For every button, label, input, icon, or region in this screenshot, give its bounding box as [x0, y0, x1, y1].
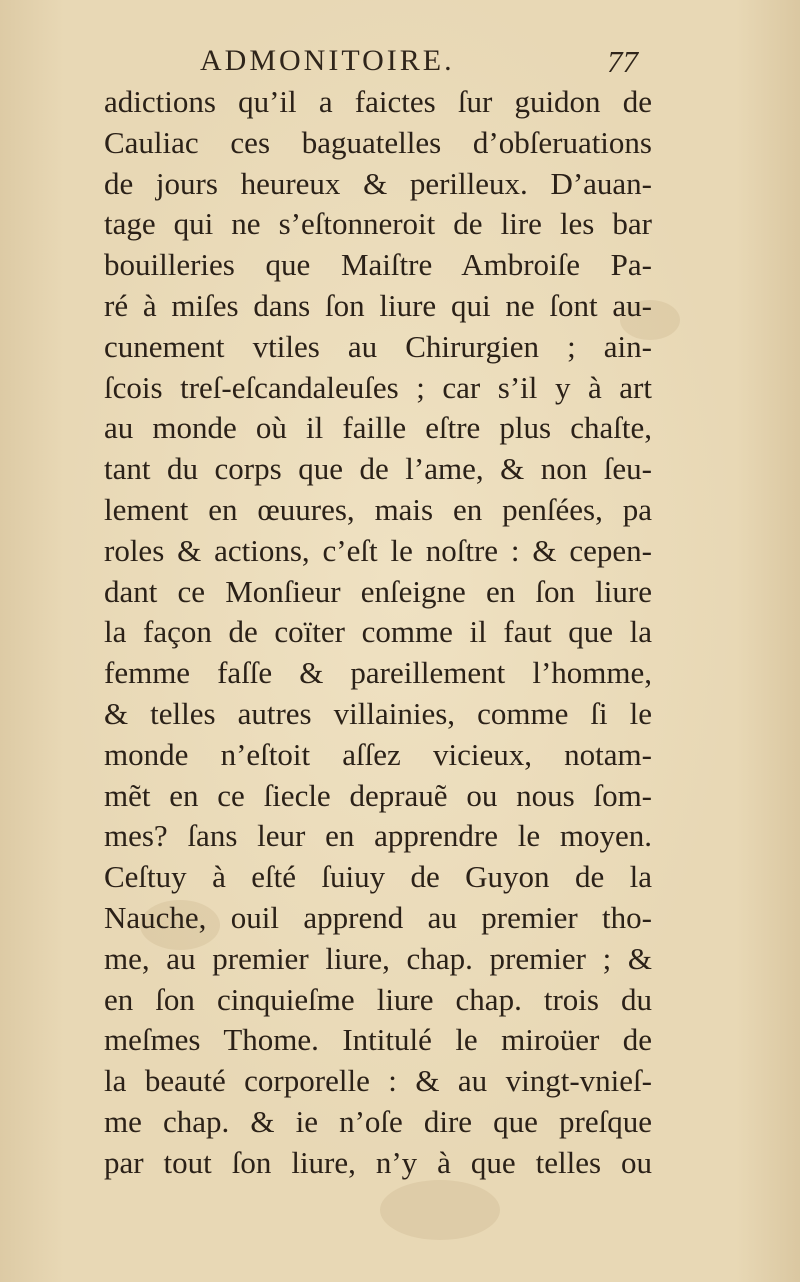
text-line: ré à miſes dans ſon liure qui ne ſont au- [104, 287, 652, 323]
body-text [104, 82, 664, 1184]
text-line: mes? ſans leur en apprendre le moyen. [104, 818, 652, 854]
text-line: femme faſſe & pareillement l’homme, [104, 655, 652, 691]
text-line: de jours heureux & perilleux. D’auan- [104, 165, 652, 201]
text-line: Nauche, ouil apprend au premier tho- [104, 899, 652, 935]
text-line: dant ce Monſieur enſeigne en ſon liure [104, 573, 652, 609]
text-line: adictions qu’il a faictes ſur guidon de [104, 84, 652, 119]
text-line: lement en œuures, mais en penſées, pa [104, 491, 652, 527]
text-line: monde n’eſtoit aſſez vicieux, notam- [104, 736, 652, 772]
text-line: la façon de coïter comme il faut que la [104, 614, 652, 650]
paper-stain [380, 1180, 500, 1240]
text-line: Ceſtuy à eſté ſuiuy de Guyon de la [104, 859, 652, 895]
text-line: par tout ſon liure, n’y à que telles ou [104, 1144, 652, 1180]
text-line: mẽt en ce ſiecle deprauẽ ou nous ſom- [104, 777, 652, 813]
text-line: me chap. & ie n’oſe dire que preſque [104, 1103, 652, 1139]
text-line: la beauté corporelle : & au vingt-vnieſ- [104, 1063, 652, 1099]
text-line: tant du corps que de l’ame, & non ſeu- [104, 451, 652, 487]
text-line: bouilleries que Maiſtre Ambroiſe Pa- [104, 247, 652, 283]
text-line: me, au premier liure, chap. premier ; & [104, 940, 652, 976]
text-line: cunement vtiles au Chirurgien ; ain- [104, 328, 652, 364]
text-line: meſmes Thome. Intitulé le miroüer de [104, 1022, 652, 1058]
text-line: roles & actions, c’eſt le noſtre : & cepen- [104, 532, 652, 568]
running-head-title: ADMONITOIRE. [200, 44, 455, 77]
text-line: ſcois treſ-eſcandaleuſes ; car s’il y à art [104, 369, 652, 405]
page-number: 77 [607, 44, 638, 79]
text-line: au monde où il faille eſtre plus chaſte, [104, 410, 652, 446]
text-line: tage qui ne s’eſtonneroit de lire les bar [104, 206, 652, 242]
text-line: Cauliac ces baguatelles d’obſeruations [104, 124, 652, 160]
text-line: & telles autres villainies, comme ſi le [104, 695, 652, 731]
text-line: en ſon cinquieſme liure chap. trois du [104, 981, 652, 1017]
